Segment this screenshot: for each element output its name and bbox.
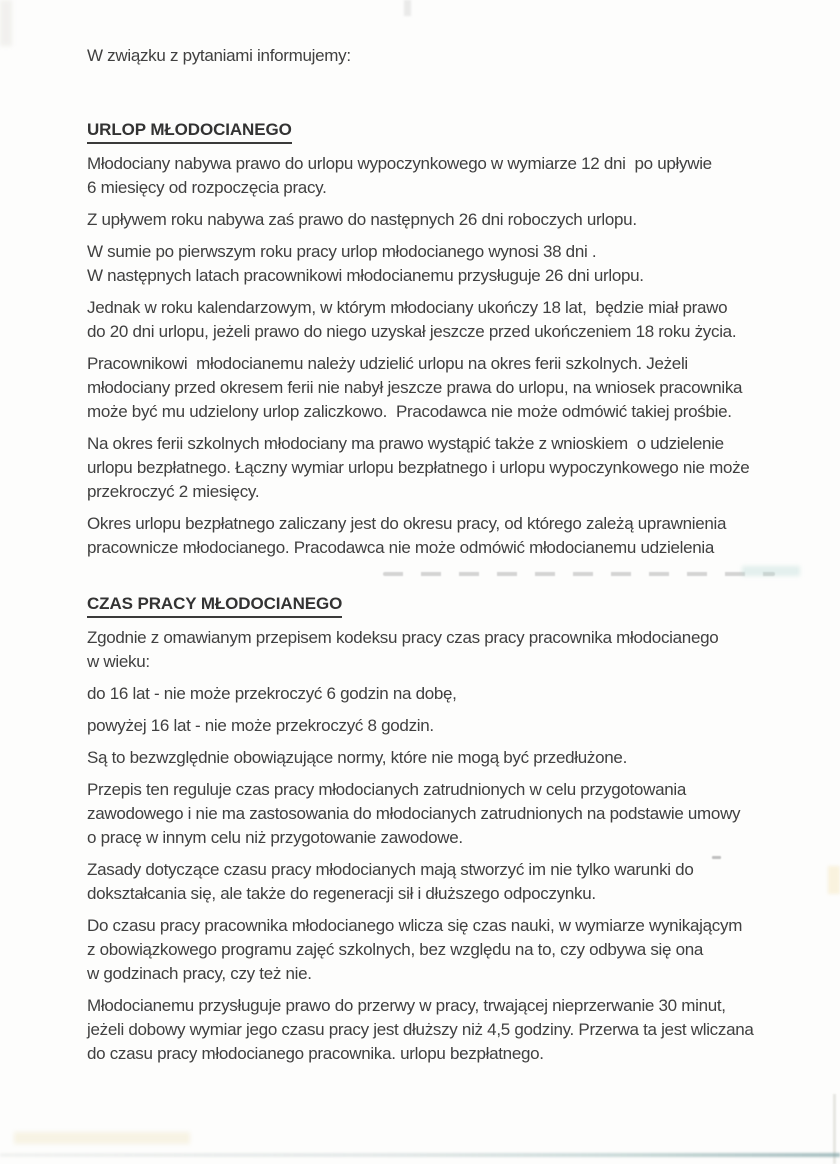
text-line: przekroczyć 2 miesięcy. [87,482,260,501]
section-czas-pracy-mlodocianego [87,592,793,1066]
text-line: do 16 lat - nie może przekroczyć 6 godzin na dobę, [87,684,457,703]
paragraph [87,746,793,770]
paragraph [87,432,793,504]
text-line: o pracę w innym celu niż przygotowanie zawodowe. [87,828,463,847]
paragraph [87,682,793,706]
section-heading-czas-pracy [87,592,793,618]
intro-text: W związku z pytaniami informujemy: [87,46,351,65]
paragraph [87,240,793,288]
paragraph [87,778,793,850]
paragraph [87,208,793,232]
text-line: dokształcania się, ale także do regeneracji sił i dłuższego odpoczynku. [87,884,596,903]
text-line: Na okres ferii szkolnych młodociany ma prawo wystąpić także z wnioskiem o udzielenie [87,434,724,453]
text-line: W sumie po pierwszym roku pracy urlop młodocianego wynosi 38 dni . [87,242,597,261]
text-line: do czasu pracy młodocianego pracownika. urlopu bezpłatnego. [87,1044,544,1063]
text-line: 6 miesięcy od rozpoczęcia pracy. [87,178,327,197]
text-line: z obowiązkowego programu zajęć szkolnych, bez względu na to, czy odbywa się ona [87,940,704,959]
paragraph [87,994,793,1066]
section-urlop-mlodocianego [87,118,793,560]
text-line: zawodowego i nie ma zastosowania do młodocianych zatrudnionych na podstawie umowy [87,804,741,823]
paragraph [87,858,793,906]
text-line: Młodociany nabywa prawo do urlopu wypoczynkowego w wymiarze 12 dni po upływie [87,154,712,173]
paragraph [87,914,793,986]
scan-artifact-top-tick [404,0,411,16]
text-line: jeżeli dobowy wymiar jego czasu pracy jest dłuższy niż 4,5 godziny. Przerwa ta jest wliczana [87,1020,754,1039]
paragraph [87,352,793,424]
text-line: Przepis ten reguluje czas pracy młodocianych zatrudnionych w celu przygotowania [87,780,687,799]
text-line: w wieku: [87,652,150,671]
text-line: urlopu bezpłatnego. Łączny wymiar urlopu bezpłatnego i urlopu wypoczynkowego nie może [87,458,750,477]
text-line: Jednak w roku kalendarzowym, w którym młodociany ukończy 18 lat, będzie miał prawo [87,298,728,317]
text-line: do 20 dni urlopu, jeżeli prawo do niego uzyskał jeszcze przed ukończeniem 18 roku życia. [87,322,737,341]
document-content [87,44,793,1074]
text-line: Pracownikowi młodocianemu należy udzielić urlopu na okres ferii szkolnych. Jeżeli [87,354,688,373]
text-line: Okres urlopu bezpłatnego zaliczany jest do okresu pracy, od którego zależą uprawnienia [87,514,727,533]
text-line: Zasady dotyczące czasu pracy młodocianych mają stworzyć im nie tylko warunki do [87,860,694,879]
paragraph [87,512,793,560]
scan-artifact-bottom-edge-line [0,1153,840,1157]
text-line: W następnych latach pracownikowi młodocianemu przysługuje 26 dni urlopu. [87,266,644,285]
scan-artifact-bottom-left-smudge [14,1132,190,1144]
text-line: może być mu udzielony urlop zaliczkowo. Pracodawca nie może odmówić takiej prośbie. [87,402,732,421]
text-line: młodociany przed okresem ferii nie nabył jeszcze prawa do urlopu, na wniosek pracownika [87,378,743,397]
scan-artifact-right-edge-smudge [828,866,840,894]
section-heading-urlop-text: URLOP MŁODOCIANEGO [87,118,292,144]
paragraph [87,714,793,738]
paragraph [87,626,793,674]
text-line: pracownicze młodocianego. Pracodawca nie może odmówić młodocianemu udzielenia [87,538,715,557]
scan-artifact-top-corner [0,0,12,46]
section-heading-urlop [87,118,793,144]
text-line: Są to bezwzględnie obowiązujące normy, które nie mogą być przedłużone. [87,748,628,767]
scan-artifact-right-edge-line [833,1094,836,1164]
text-line: powyżej 16 lat - nie może przekroczyć 8 godzin. [87,716,434,735]
text-line: Z upływem roku nabywa zaś prawo do następnych 26 dni roboczych urlopu. [87,210,637,229]
text-line: Zgodnie z omawianym przepisem kodeksu pracy czas pracy pracownika młodocianego [87,628,719,647]
text-line: Do czasu pracy pracownika młodocianego wlicza się czas nauki, w wymiarze wynikającym [87,916,743,935]
text-line: w godzinach pracy, czy też nie. [87,964,312,983]
text-line: Młodocianemu przysługuje prawo do przerwy w pracy, trwającej nieprzerwanie 30 minut, [87,996,726,1015]
paragraph [87,152,793,200]
paragraph [87,296,793,344]
section-heading-czas-pracy-text: CZAS PRACY MŁODOCIANEGO [87,592,342,618]
